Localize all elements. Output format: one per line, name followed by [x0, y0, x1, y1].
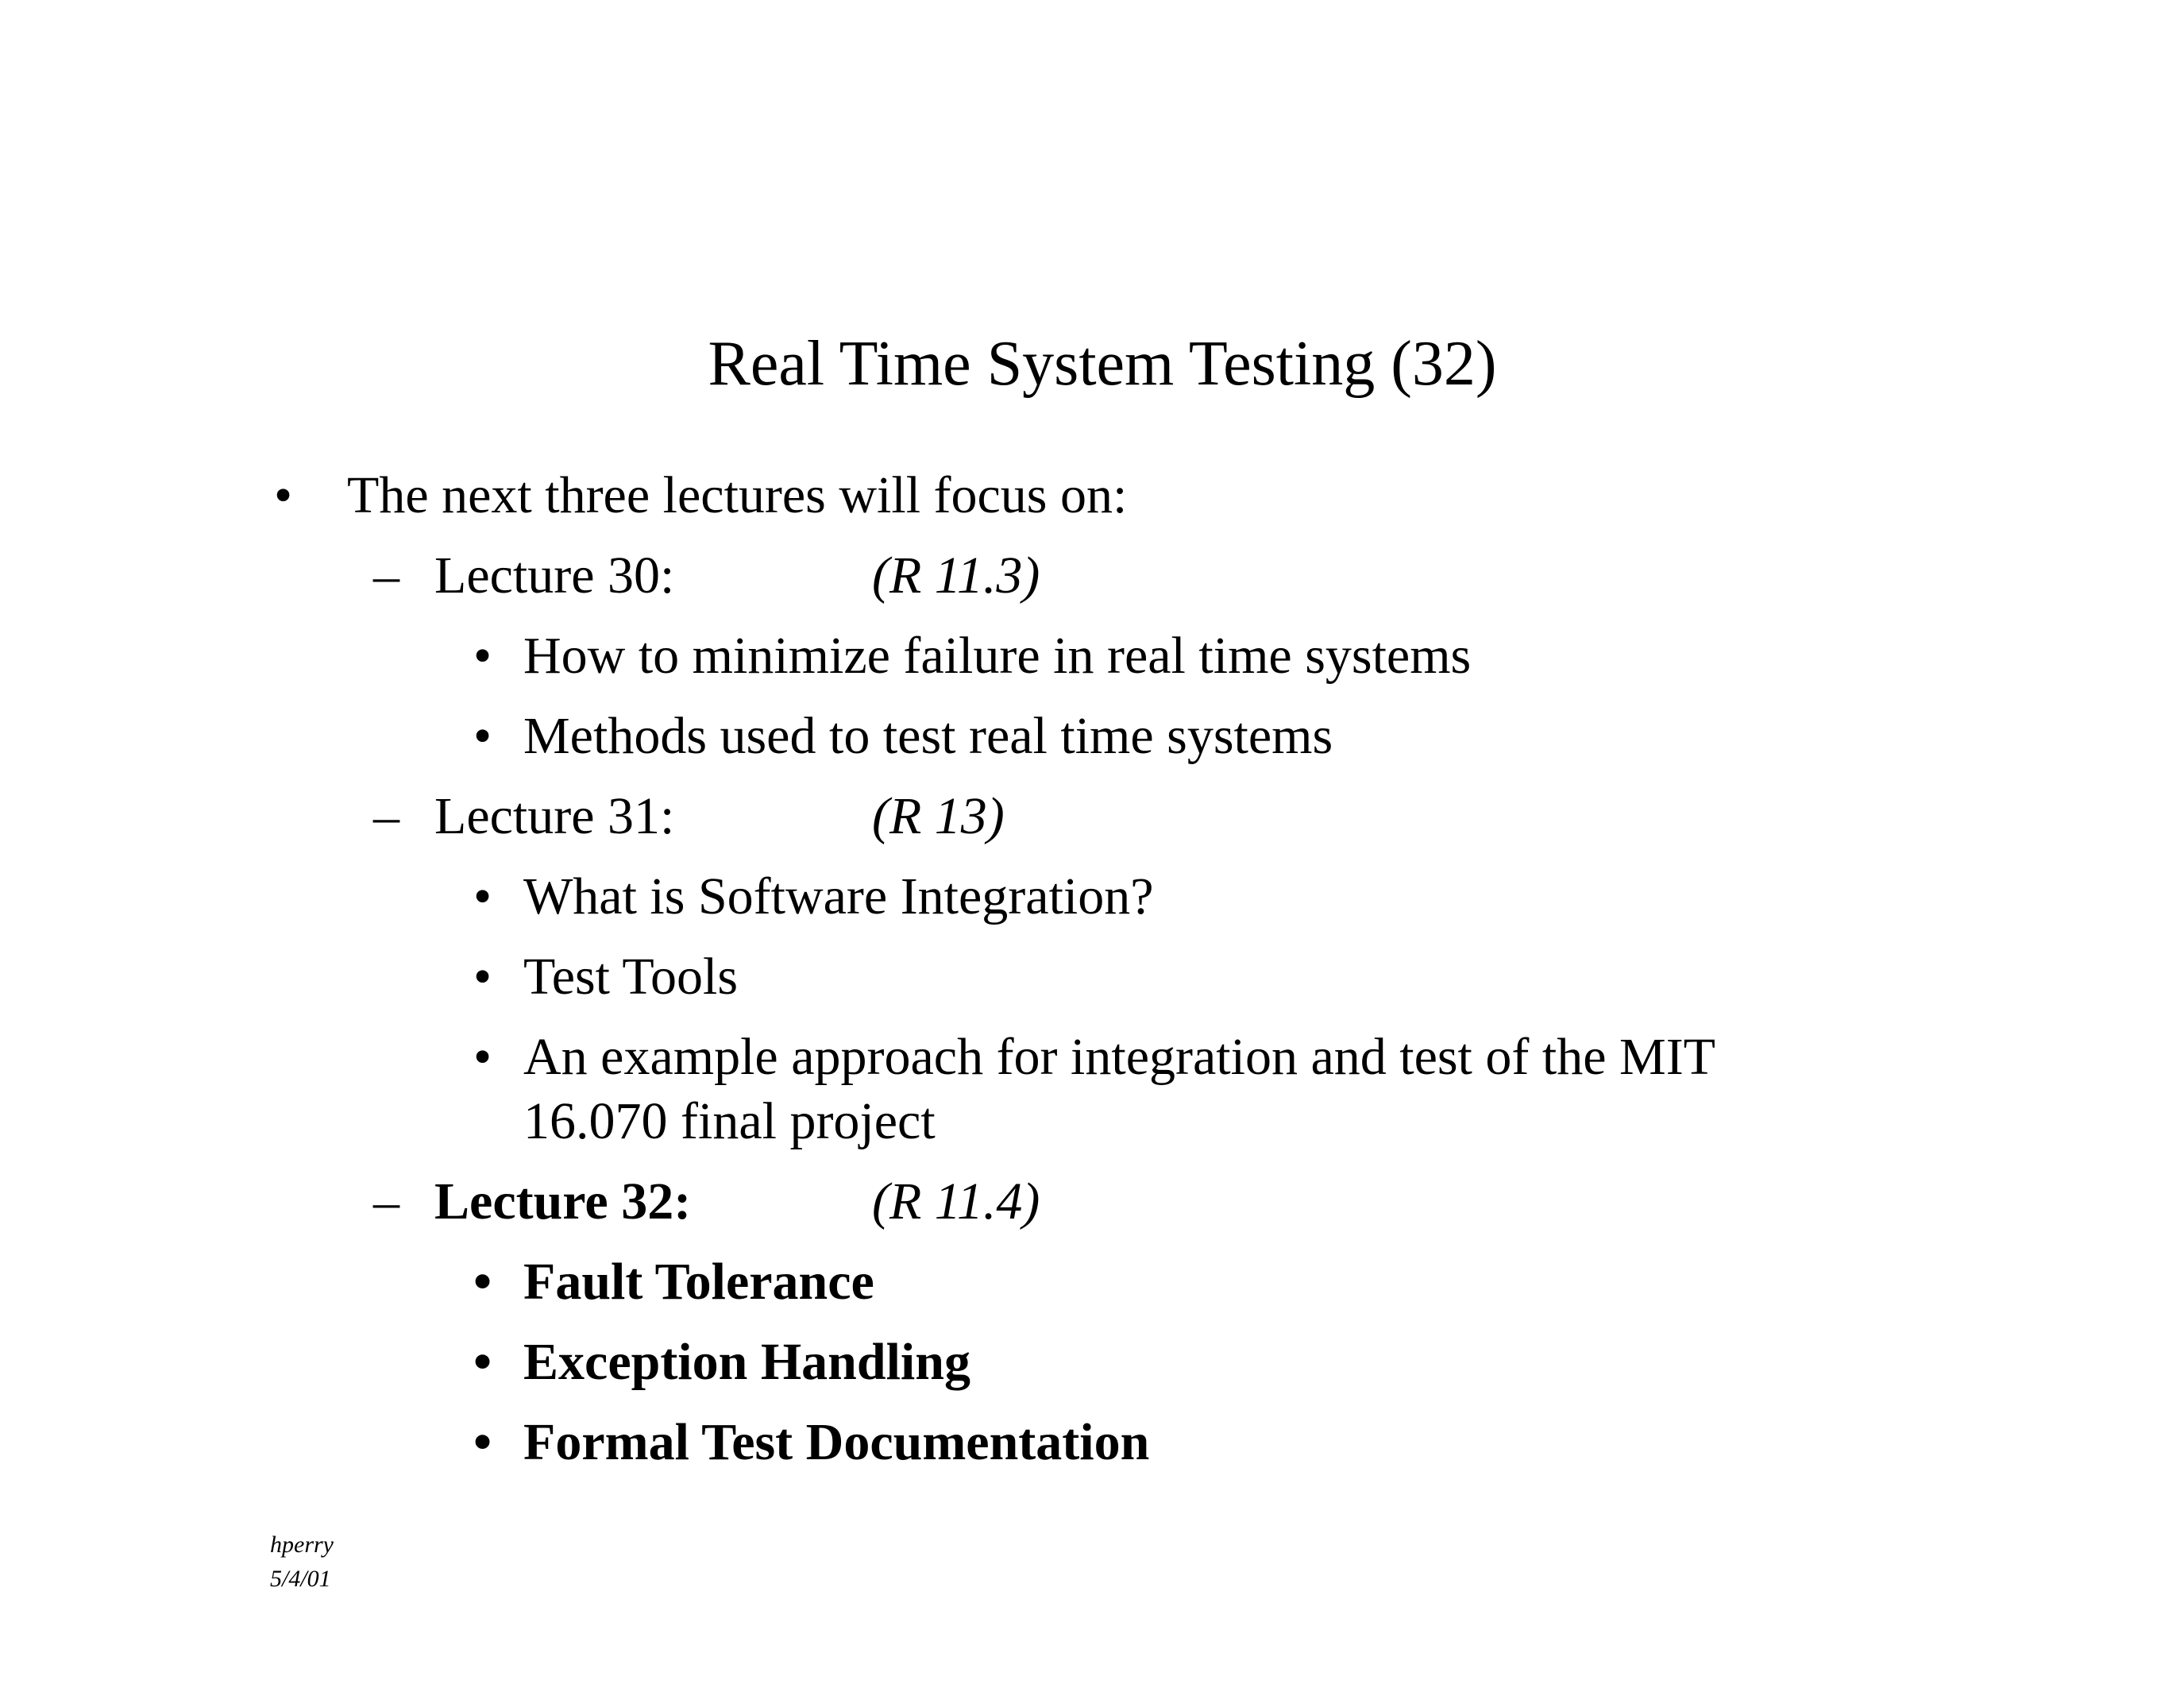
slide-title: Real Time System Testing (32) [708, 329, 1497, 399]
bullet-icon: • [473, 867, 492, 925]
bullet-icon: • [473, 948, 492, 1006]
bullet-icon: • [473, 1253, 492, 1311]
sub-item: Methods used to test real time systems [523, 707, 1333, 765]
bullet-text: The next three lectures will focus on: [347, 466, 1128, 524]
dash-icon: – [373, 547, 399, 605]
bullet-icon: • [473, 1413, 492, 1471]
bullet-icon: • [473, 1028, 492, 1086]
bullet-icon: • [473, 707, 492, 765]
lecture-label: Lecture 32: [434, 1172, 692, 1230]
sub-item: Formal Test Documentation [523, 1413, 1150, 1471]
dash-icon: – [373, 1172, 399, 1230]
lecture-reference: (R 11.4) [872, 1172, 1040, 1230]
sub-item: An example approach for integration and test of the MIT [523, 1028, 1715, 1086]
lecture-reference: (R 11.3) [872, 547, 1040, 605]
lecture-label: Lecture 31: [434, 787, 675, 845]
dash-icon: – [373, 787, 399, 845]
lecture-reference: (R 13) [872, 787, 1005, 845]
lecture-label: Lecture 30: [434, 547, 675, 605]
footer-date: 5/4/01 [270, 1566, 331, 1592]
sub-item-continuation: 16.070 final project [523, 1092, 936, 1150]
sub-item: Test Tools [523, 948, 739, 1006]
sub-item: Fault Tolerance [523, 1253, 874, 1311]
sub-item: Exception Handling [523, 1333, 970, 1391]
bullet-icon: • [274, 466, 293, 524]
bullet-icon: • [473, 627, 492, 685]
footer-author: hperry [270, 1532, 334, 1558]
sub-item: What is Software Integration? [523, 867, 1154, 925]
bullet-icon: • [473, 1333, 492, 1391]
sub-item: How to minimize failure in real time systems [523, 627, 1472, 685]
